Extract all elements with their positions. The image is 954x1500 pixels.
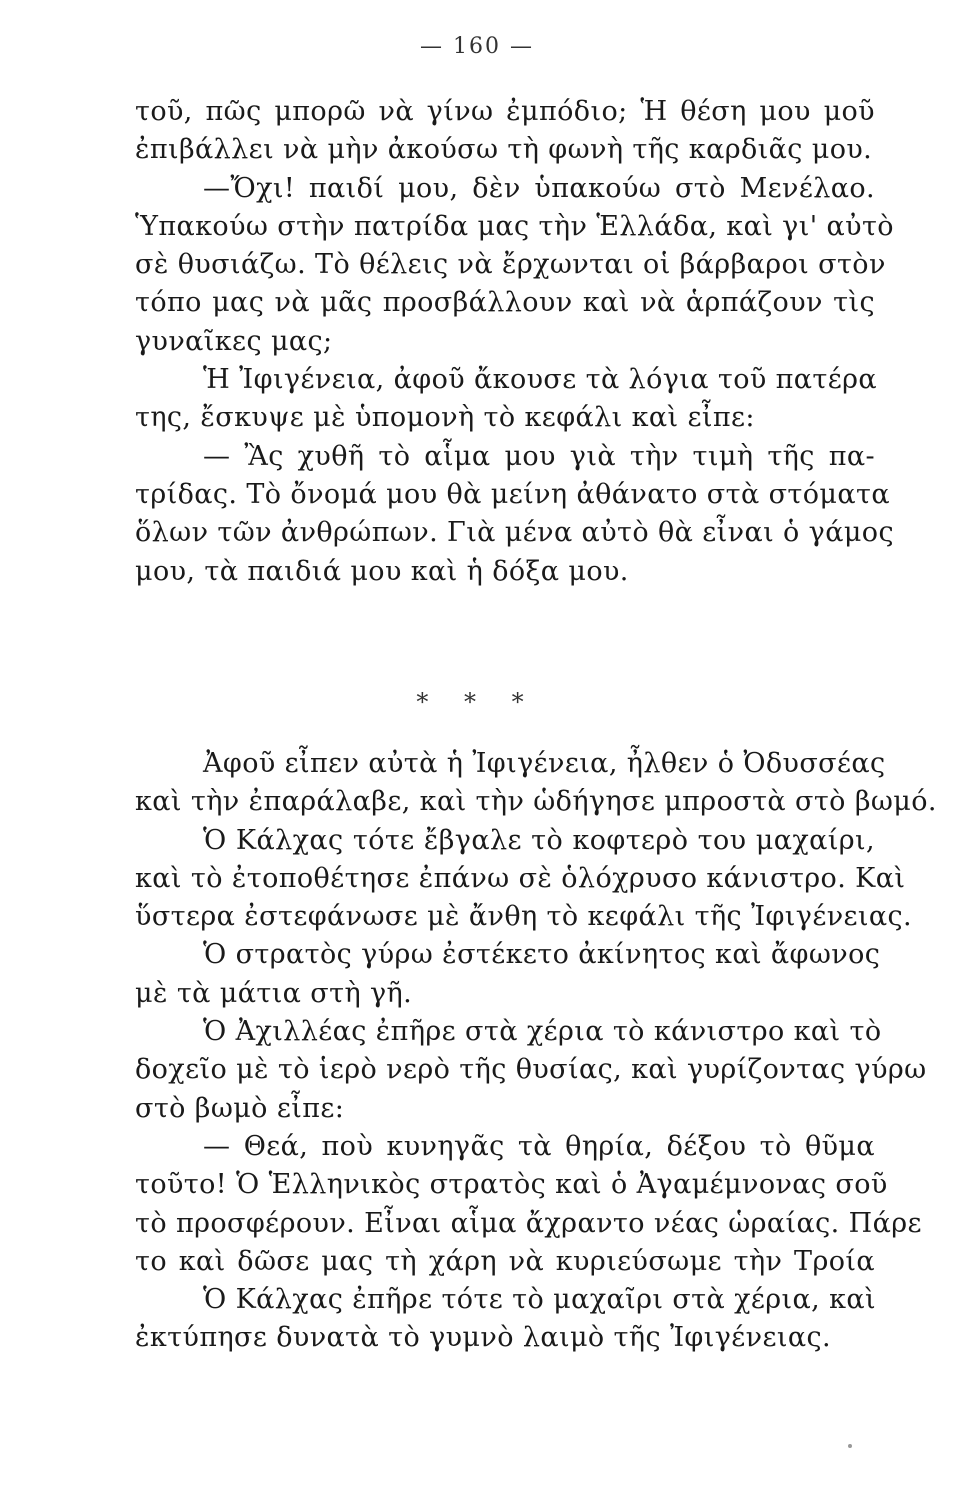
text-line: καὶ τὴν ἐπαράλαβε, καὶ τὴν ὡδήγησε μπροστὰ στὸ βωμό.	[135, 786, 937, 818]
text-line: Ὁ Ἀχιλλέας ἐπῆρε στὰ χέρια τὸ κάνιστρο καὶ τὸ	[203, 1016, 882, 1048]
text-block-bottom	[135, 745, 937, 1358]
text-line: Ἀφοῦ εἶπεν αὐτὰ ἡ Ἰφιγένεια, ἦλθεν ὁ Ὀδυσσέας	[203, 748, 886, 779]
text-block-top	[135, 93, 894, 591]
text-line: ἐπιβάλλει νὰ μὴν ἀκούσω τὴ φωνὴ τῆς καρδιᾶς μου.	[135, 134, 873, 166]
text-line: γυναῖκες μας;	[135, 325, 333, 357]
text-line: ὕστερα ἐστεφάνωσε μὲ ἄνθη τὸ κεφάλι τῆς Ἰφιγένειας.	[135, 901, 913, 933]
text-line: τὸ προσφέρουν. Εἶναι αἷμα ἄχραντο νέας ὡραίας. Πάρε	[135, 1207, 922, 1239]
page-number: — 160 —	[420, 34, 534, 59]
text-line: τρίδας. Τὸ ὄνομά μου θὰ μείνη ἀθάνατο στὰ στόματα	[135, 478, 890, 510]
text-line: ὅλων τῶν ἀνθρώπων. Γιὰ μένα αὐτὸ θὰ εἶναι ὁ γάμος	[135, 517, 894, 549]
section-separator: * * *	[416, 688, 538, 716]
text-line: Ὁ Κάλχας τότε ἔβγαλε τὸ κοφτερὸ του μαχαίρι,	[203, 824, 875, 856]
text-line: — Ἂς χυθῆ τὸ αἷμα μου γιὰ τὴν τιμὴ τῆς πα-	[203, 440, 875, 472]
text-line: Ὁ στρατὸς γύρω ἐστέκετο ἀκίνητος καὶ ἄφωνος	[203, 939, 881, 971]
text-line: σὲ θυσιάζω. Τὸ θέλεις νὰ ἔρχωνται οἱ βάρβαροι στὸν	[135, 249, 886, 281]
text-line: δοχεῖο μὲ τὸ ἱερὸ νερὸ τῆς θυσίας, καὶ γυρίζοντας γύρω	[135, 1054, 927, 1086]
text-line: Ἡ Ἰφιγένεια, ἀφοῦ ἄκουσε τὰ λόγια τοῦ πατέρα	[203, 364, 878, 396]
text-line: της, ἔσκυψε μὲ ὑπομονὴ τὸ κεφάλι καὶ εἶπε:	[135, 402, 755, 434]
text-line: μὲ τὰ μάτια στὴ γῆ.	[135, 977, 413, 1009]
text-line: στὸ βωμὸ εἶπε:	[135, 1092, 345, 1124]
text-line: το καὶ δῶσε μας τὴ χάρη νὰ κυριεύσωμε τὴν Τροία	[135, 1245, 875, 1277]
text-line: τοῦτο! Ὁ Ἑλληνικὸς στρατὸς καὶ ὁ Ἀγαμέμνονας σοῦ	[135, 1169, 888, 1201]
text-line: —Ὄχι! παιδί μου, δὲν ὑπακούω στὸ Μενέλαο.	[203, 172, 875, 204]
text-line: τόπο μας νὰ μᾶς προσβάλλουν καὶ νὰ ἁρπάζουν τὶς	[135, 287, 875, 319]
text-line: ἐκτύπησε δυνατὰ τὸ γυμνὸ λαιμὸ τῆς Ἰφιγένειας.	[135, 1322, 831, 1354]
text-line: Ὑπακούω στὴν πατρίδα μας τὴν Ἑλλάδα, καὶ γι' αὐτὸ	[135, 210, 894, 242]
text-line: τοῦ, πῶς μπορῶ νὰ γίνω ἐμπόδιο; Ἡ θέση μου μοῦ	[135, 96, 875, 127]
text-line: καὶ τὸ ἐτοποθέτησε ἐπάνω σὲ ὁλόχρυσο κάνιστρο. Καὶ	[135, 862, 906, 894]
paper-speck	[848, 1444, 852, 1448]
text-line: — Θεά, ποὺ κυνηγᾶς τὰ θηρία, δέξου τὸ θῦμα	[203, 1130, 875, 1162]
text-line: Ὁ Κάλχας ἐπῆρε τότε τὸ μαχαῖρι στὰ χέρια, καὶ	[203, 1284, 877, 1316]
text-line: μου, τὰ παιδιά μου καὶ ἡ δόξα μου.	[135, 555, 629, 587]
